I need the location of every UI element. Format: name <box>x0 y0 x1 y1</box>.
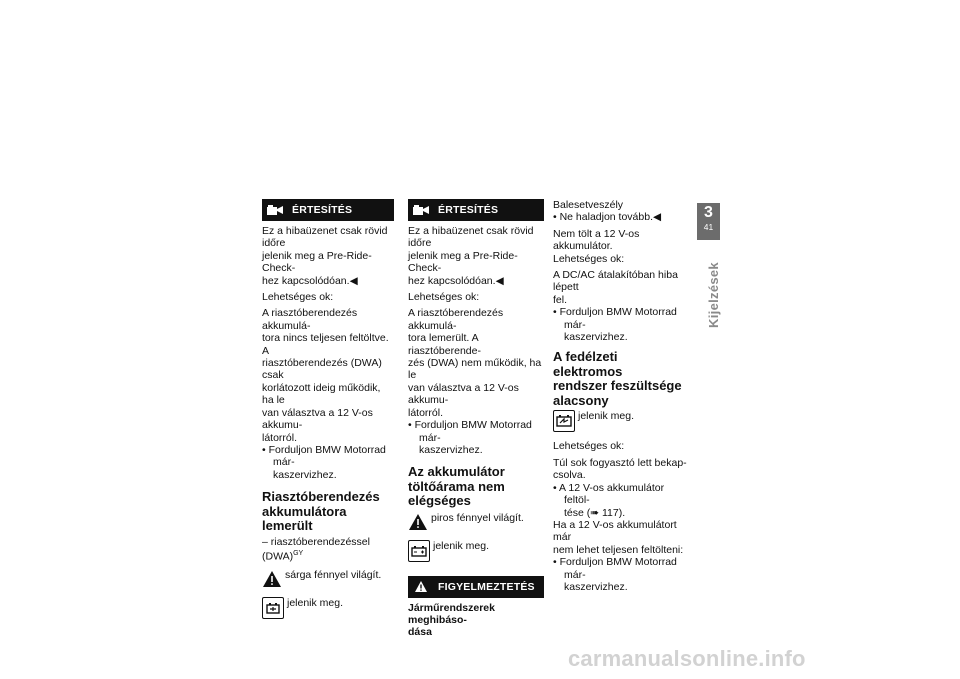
warning-banner <box>408 576 544 598</box>
red-light-text: piros fénnyel világít. <box>431 511 524 524</box>
danger-text: Balesetveszély <box>553 199 624 211</box>
unable-text: Ha a 12 V-os akkumulátort már nem lehet teljesen feltölteni: <box>553 518 684 556</box>
notice-banner-label: ÉRTESÍTÉS <box>438 203 499 216</box>
battery-row <box>408 540 544 562</box>
warning-banner-icon <box>412 580 430 594</box>
service-bullet: • Forduljon BMW Motorrad már- kaszervizhez. <box>408 419 532 456</box>
voltage-row <box>553 410 689 432</box>
page-number: 41 <box>703 222 714 232</box>
warning-text: Járműrendszerek meghibáso- dása <box>408 601 495 638</box>
notice-icon <box>266 203 284 217</box>
notice-banner-label: ÉRTESÍTÉS <box>292 203 353 216</box>
warning-banner-label: FIGYELMEZTETÉS <box>438 580 535 593</box>
alarm-battery-icon <box>262 597 284 619</box>
service-bullet: • Forduljon BMW Motorrad már- kaszervizhez. <box>262 443 386 481</box>
stop-bullet: • Ne haladjon tovább.◀ <box>553 211 662 224</box>
red-warning-row <box>408 512 544 532</box>
not-charging-text: Nem tölt a 12 V-os akkumulátor. <box>553 227 640 253</box>
reason-text: A riasztóberendezés akkumulá- tora nincs teljesen feltöltve. A riasztóberendezés (DWA) csak korlátozott ideig működik, ha le van választva a 12 V-os akkumu- látorról. <box>262 307 389 444</box>
service-bullet: • Forduljon BMW Motorrad már- kaszervizhez. <box>553 306 677 344</box>
possible-cause-label: Lehetséges ok: <box>553 252 625 265</box>
appears-text: jelenik meg. <box>578 410 635 423</box>
chapter-tab <box>697 203 720 240</box>
watermark: carmanualsonline.info <box>568 646 806 671</box>
possible-cause-label-2: Lehetséges ok: <box>553 440 625 453</box>
warning-triangle-icon <box>408 512 428 532</box>
side-chapter-label: Kijelzések <box>706 262 721 328</box>
battery-icon <box>408 540 430 562</box>
dcac-text: A DC/AC átalakítóban hiba lépett fel. <box>553 269 678 306</box>
service-bullet-2: • Forduljon BMW Motorrad már- kaszervizhez. <box>553 556 677 593</box>
yellow-light-text: sárga fénnyel világít. <box>285 568 382 581</box>
notice-icon <box>412 203 430 217</box>
section-heading: Riasztóberendezés akkumulátora lemerült <box>262 489 380 534</box>
appears-text: jelenik meg. <box>433 539 490 552</box>
alarm-battery-row <box>262 597 394 619</box>
possible-cause-label: Lehetséges ok: <box>262 291 334 304</box>
onboard-voltage-icon <box>553 410 575 432</box>
notice-banner-2 <box>408 199 544 221</box>
notice-banner <box>262 199 394 221</box>
dwa-line: – riasztóberendezéssel (DWA)$^{GY}$ <box>262 535 370 563</box>
consumers-text: Túl sok fogyasztó lett bekap- csolva. <box>553 456 687 482</box>
reason-text: A riasztóberendezés akkumulá- tora lemerült. A riasztóberende- zés (DWA) nem működik, ha le van választva a 12 V-os akkumu- látorról. <box>408 307 542 419</box>
notice-text: Ez a hibaüzenet csak rövid időre jelenik meg a Pre-Ride-Check- hez kapcsolódóan.◀ <box>262 225 388 287</box>
section-heading: A fedélzeti elektromos rendszer feszültsége alacsony <box>553 349 682 408</box>
notice-text: Ez a hibaüzenet csak rövid időre jelenik meg a Pre-Ride-Check- hez kapcsolódóan.◀ <box>408 225 534 287</box>
possible-cause-label: Lehetséges ok: <box>408 291 480 304</box>
chapter-number: 3 <box>704 204 713 221</box>
yellow-warning-row <box>262 569 394 589</box>
warning-triangle-icon <box>262 569 282 589</box>
appears-text: jelenik meg. <box>287 596 344 609</box>
section-heading: Az akkumulátor töltőárama nem elégséges <box>408 464 505 509</box>
charge-bullet: • A 12 V-os akkumulátor feltöl- tése (➠ 117). <box>553 481 665 519</box>
